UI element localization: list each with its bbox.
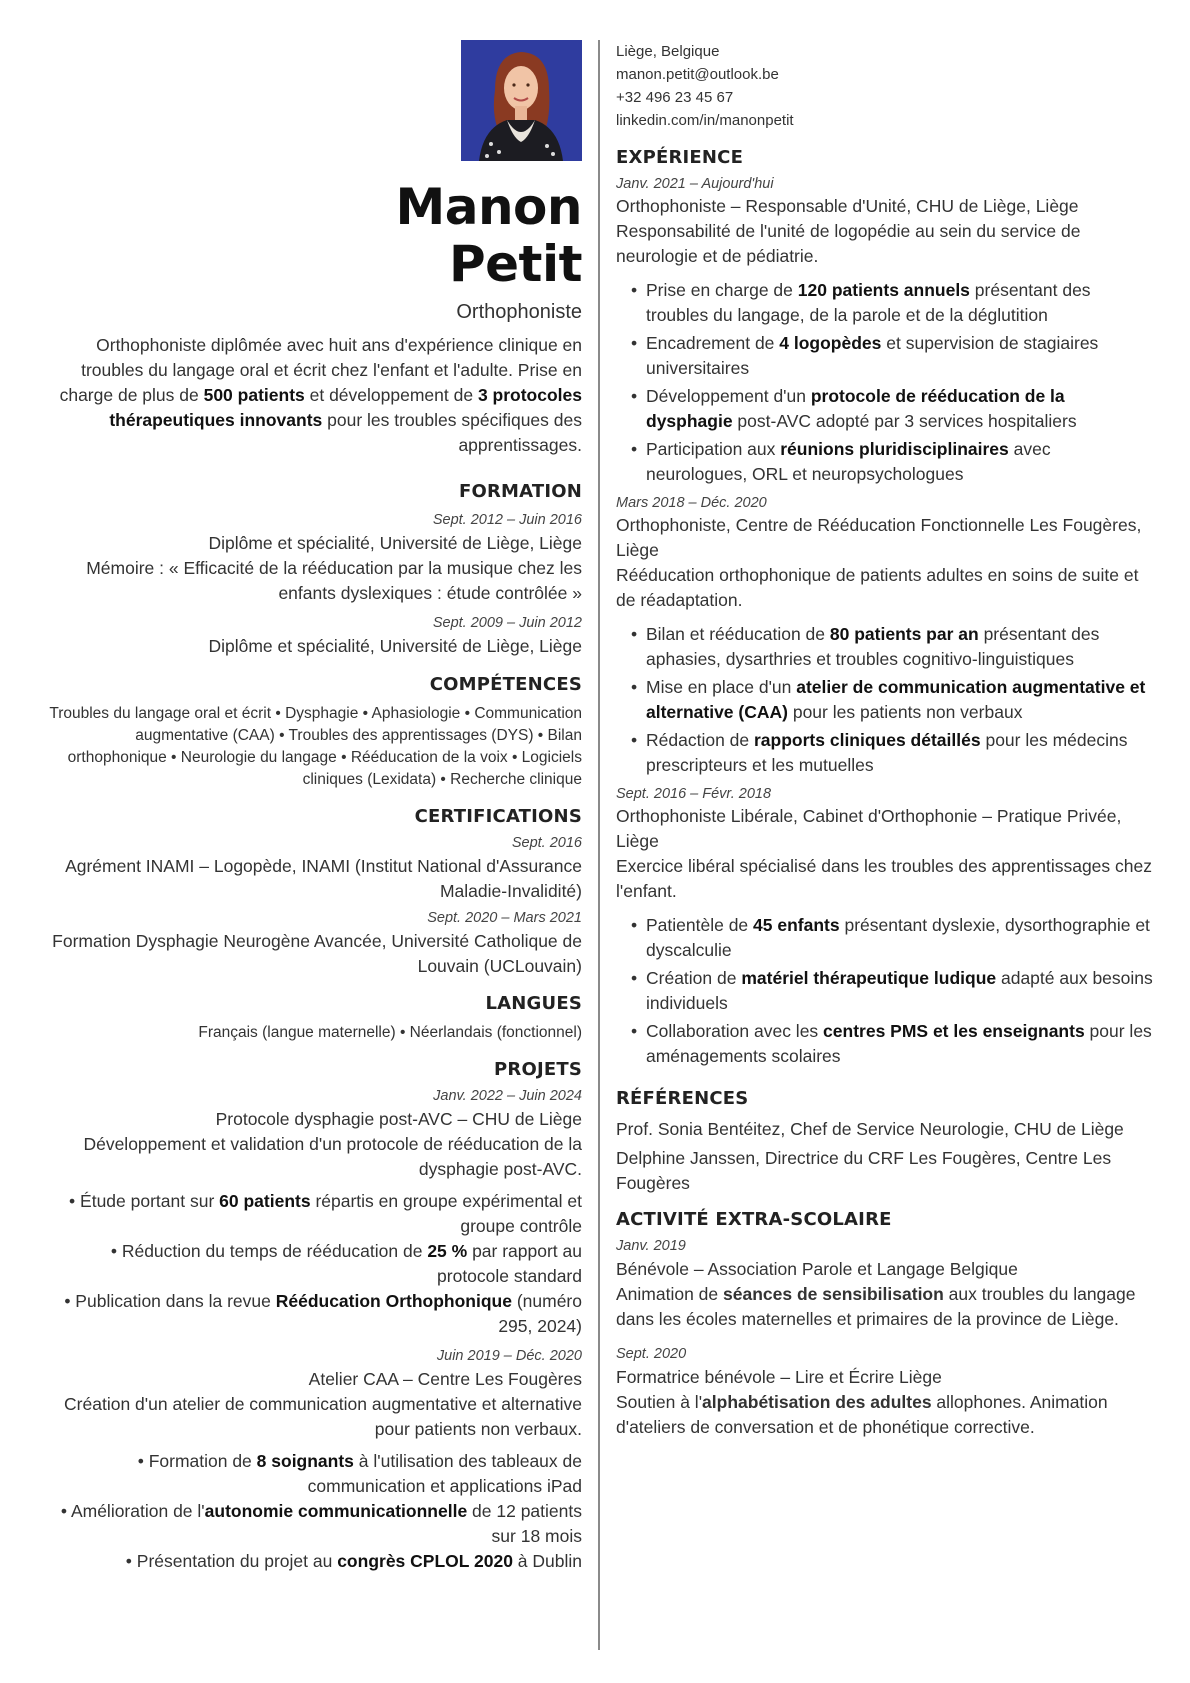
formation-date: Sept. 2012 – Juin 2016 bbox=[432, 512, 582, 528]
reference-item: Delphine Janssen, Directrice du CRF Les Fougères, Centre Les Fougères bbox=[616, 1148, 1112, 1193]
section-title-certifications: CERTIFICATIONS bbox=[414, 806, 582, 827]
column-divider bbox=[598, 40, 600, 1650]
list-item: • Mise en place d'un atelier de communication augmentative et alternative (CAA) pour les patients non verbaux bbox=[616, 675, 1154, 725]
profile-summary bbox=[45, 333, 582, 458]
activity-date: Janv. 2019 bbox=[616, 1238, 686, 1254]
summary-highlight: 500 patients bbox=[203, 385, 305, 405]
summary-text: pour les troubles spécifiques des apprentissages. bbox=[322, 410, 582, 455]
section-title-references: RÉFÉRENCES bbox=[616, 1088, 749, 1109]
skills-list: Troubles du langage oral et écrit • Dysphagie • Aphasiologie • Communication augmentative (CAA) • Troubles des apprentissages (DYS) • Bilan orthophonique • Neurologie du langage • Rééducation de la voix • Logiciels cliniques (Lexidata) • Recherche clinique bbox=[49, 705, 582, 788]
project-description: Création d'un atelier de communication augmentative et alternative pour patients non verbaux. bbox=[64, 1394, 582, 1439]
job-role: Orthophoniste Libérale, Cabinet d'Orthophonie – Pratique Privée, Liège bbox=[616, 806, 1122, 851]
job-date: Mars 2018 – Déc. 2020 bbox=[616, 495, 767, 511]
first-name: Manon bbox=[395, 178, 582, 236]
section-title-formation: FORMATION bbox=[458, 481, 582, 502]
job-bullets bbox=[616, 913, 1154, 1069]
list-item: • Publication dans la revue Rééducation Orthophonique (numéro 295, 2024) bbox=[64, 1291, 582, 1336]
section-title-projets: PROJETS bbox=[494, 1059, 582, 1080]
list-item: • Rédaction de rapports cliniques détaillés pour les médecins prescripteurs et les mutuelles bbox=[616, 728, 1154, 778]
list-item: • Participation aux réunions pluridisciplinaires avec neurologues, ORL et neuropsychologues bbox=[616, 437, 1154, 487]
last-name: Petit bbox=[449, 235, 582, 293]
activity-role: Bénévole – Association Parole et Langage Belgique bbox=[616, 1259, 1018, 1279]
list-item: • Collaboration avec les centres PMS et les enseignants pour les aménagements scolaires bbox=[616, 1019, 1154, 1069]
section-title-langues: LANGUES bbox=[485, 993, 582, 1014]
project-date: Juin 2019 – Déc. 2020 bbox=[436, 1348, 582, 1364]
formation-date: Sept. 2009 – Juin 2012 bbox=[432, 615, 582, 631]
languages-list: Français (langue maternelle) • Néerlandais (fonctionnel) bbox=[198, 1024, 582, 1041]
list-item: • Développement d'un protocole de rééducation de la dysphagie post-AVC adopté par 3 services hospitaliers bbox=[616, 384, 1154, 434]
contact-phone[interactable]: +32 496 23 45 67 bbox=[616, 89, 734, 106]
summary-text: et développement de bbox=[304, 385, 478, 405]
certification-item: Formation Dysphagie Neurogène Avancée, Université Catholique de Louvain (UCLouvain) bbox=[52, 931, 582, 976]
section-title-experience: EXPÉRIENCE bbox=[616, 147, 744, 168]
list-item: • Patientèle de 45 enfants présentant dyslexie, dysorthographie et dyscalculie bbox=[616, 913, 1154, 963]
formation-note: Mémoire : « Efficacité de la rééducation par la musique chez les enfants dyslexiques : étude contrôlée » bbox=[86, 558, 582, 603]
list-item: • Encadrement de 4 logopèdes et supervision de stagiaires universitaires bbox=[616, 331, 1154, 381]
section-title-activite: ACTIVITÉ EXTRA-SCOLAIRE bbox=[616, 1209, 892, 1230]
activity-date: Sept. 2020 bbox=[616, 1346, 687, 1362]
list-item: • Étude portant sur 60 patients répartis en groupe expérimental et groupe contrôle bbox=[69, 1191, 582, 1236]
list-item: • Présentation du projet au congrès CPLOL 2020 à Dublin bbox=[125, 1551, 582, 1571]
formation-degree: Diplôme et spécialité, Université de Liège, Liège bbox=[208, 533, 582, 553]
formation-degree: Diplôme et spécialité, Université de Liège, Liège bbox=[208, 636, 582, 656]
reference-item: Prof. Sonia Bentéitez, Chef de Service Neurologie, CHU de Liège bbox=[616, 1119, 1124, 1139]
certification-date: Sept. 2016 bbox=[511, 835, 582, 851]
name-heading bbox=[45, 179, 582, 293]
list-item: • Formation de 8 soignants à l'utilisation des tableaux de communication et applications iPad bbox=[137, 1451, 582, 1496]
job-bullets bbox=[616, 278, 1154, 487]
list-item: • Amélioration de l'autonomie communicationnelle de 12 patients sur 18 mois bbox=[60, 1501, 582, 1546]
project-description: Développement et validation d'un protocole de rééducation de la dysphagie post-AVC. bbox=[83, 1134, 582, 1179]
profile-photo bbox=[461, 40, 582, 161]
job-description: Responsabilité de l'unité de logopédie au sein du service de neurologie et de pédiatrie. bbox=[616, 221, 1081, 266]
summary-text: Orthophoniste diplômée avec huit ans d'expérience clinique en troubles du langage oral et écrit chez l'enfant et l'adulte. Prise en charge de plus de bbox=[59, 335, 582, 405]
job-description: Exercice libéral spécialisé dans les troubles des apprentissages chez l'enfant. bbox=[616, 856, 1152, 901]
contact-linkedin[interactable]: linkedin.com/in/manonpetit bbox=[616, 112, 794, 129]
left-column bbox=[45, 40, 582, 1574]
certification-date: Sept. 2020 – Mars 2021 bbox=[427, 910, 582, 926]
job-bullets bbox=[616, 622, 1154, 778]
list-item: • Réduction du temps de rééducation de 25 % par rapport au protocole standard bbox=[110, 1241, 582, 1286]
job-date: Janv. 2021 – Aujourd'hui bbox=[616, 176, 774, 192]
activity-role: Formatrice bénévole – Lire et Écrire Liège bbox=[616, 1367, 942, 1387]
certification-item: Agrément INAMI – Logopède, INAMI (Institut National d'Assurance Maladie-Invalidité) bbox=[65, 856, 582, 901]
job-role: Orthophoniste – Responsable d'Unité, CHU de Liège, Liège bbox=[616, 196, 1079, 216]
project-bullets bbox=[45, 1449, 582, 1574]
job-date: Sept. 2016 – Févr. 2018 bbox=[616, 786, 772, 802]
project-name: Protocole dysphagie post-AVC – CHU de Liège bbox=[215, 1109, 582, 1129]
section-title-competences: COMPÉTENCES bbox=[429, 674, 582, 695]
contact-location: Liège, Belgique bbox=[616, 43, 720, 60]
list-item: • Création de matériel thérapeutique ludique adapté aux besoins individuels bbox=[616, 966, 1154, 1016]
right-column bbox=[616, 40, 1154, 1440]
list-item: • Prise en charge de 120 patients annuels présentant des troubles du langage, de la parole et de la déglutition bbox=[616, 278, 1154, 328]
activity-description: Animation de séances de sensibilisation aux troubles du langage dans les écoles maternelles et primaires de la province de Liège. bbox=[616, 1284, 1136, 1329]
project-date: Janv. 2022 – Juin 2024 bbox=[433, 1088, 582, 1104]
project-bullets bbox=[45, 1189, 582, 1339]
activity-description: Soutien à l'alphabétisation des adultes allophones. Animation d'ateliers de conversation et de phonétique corrective. bbox=[616, 1392, 1108, 1437]
job-role: Orthophoniste, Centre de Rééducation Fonctionnelle Les Fougères, Liège bbox=[616, 515, 1142, 560]
list-item: • Bilan et rééducation de 80 patients par an présentant des aphasies, dysarthries et troubles cognitivo-linguistiques bbox=[616, 622, 1154, 672]
project-name: Atelier CAA – Centre Les Fougères bbox=[308, 1369, 582, 1389]
job-description: Rééducation orthophonique de patients adultes en soins de suite et de réadaptation. bbox=[616, 565, 1139, 610]
job-title: Orthophoniste bbox=[456, 301, 582, 323]
summary-highlight: 3 protocoles thérapeutiques innovants bbox=[109, 385, 582, 430]
contact-block bbox=[616, 40, 1154, 132]
contact-email[interactable]: manon.petit@outlook.be bbox=[616, 66, 779, 83]
